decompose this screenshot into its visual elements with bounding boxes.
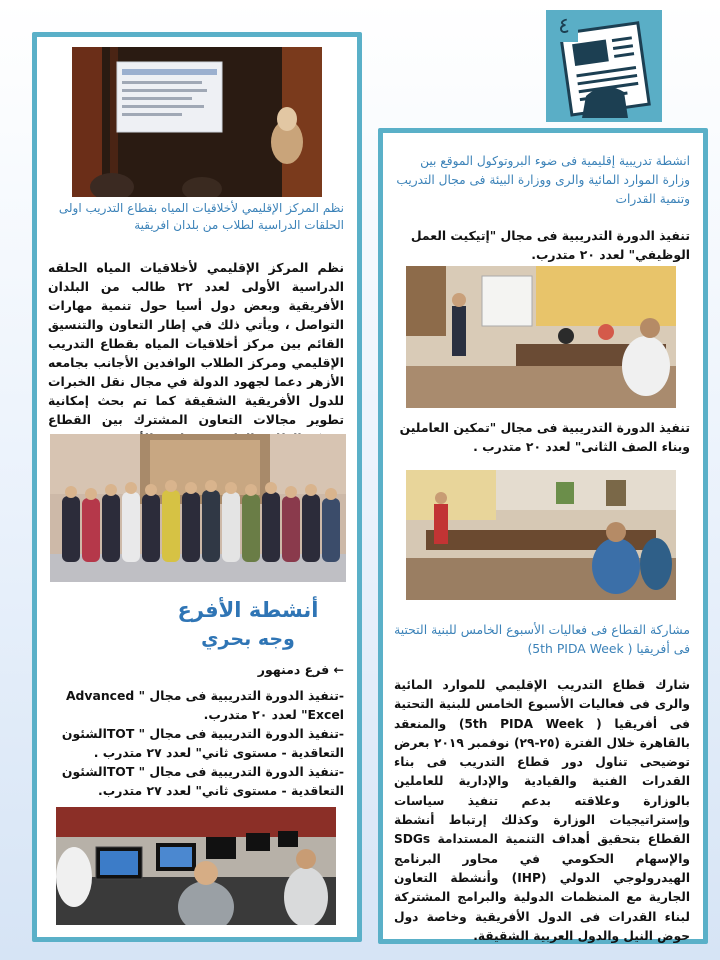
intro-text: انشطة تدريبية إقليمية فى ضوء البروتوكول الموقع بين وزارة الموارد المائية والرى ووزارة البيئة فى مجال التدريب وتنمية القدرات (396, 154, 690, 206)
group-photo (50, 434, 346, 582)
page-number: ٤ (558, 14, 570, 39)
branch-item-2: -تنفيذ الدورة التدريبية فى مجال " TOTالشئون التعاقدية - مستوى ثاني" لعدد ٢٧ متدرب . (61, 726, 344, 760)
course-2-text: تنفيذ الدورة التدريبية فى مجال "تمكين العاملين وبناء الصف الثانى" لعدد ٢٠ متدرب . (399, 420, 690, 454)
lecture-photo (72, 47, 322, 197)
region-heading: وجه بحري (201, 628, 295, 650)
training-room-photo-1 (406, 266, 676, 408)
branch-item-3: -تنفيذ الدورة التدريبية فى مجال " TOTالشئون التعاقدية - مستوى ثاني" لعدد ٢٧ متدرب. (61, 764, 344, 798)
pida-heading: مشاركة القطاع فى فعاليات الأسبوع الخامس للبنية التحتية فى أفريقيا ( 5th PIDA Week) (394, 622, 690, 656)
training-room-photo-2 (406, 470, 676, 600)
computer-lab-photo (56, 807, 336, 925)
newspaper-icon (546, 10, 662, 122)
caption-water-ethics: نظم المركز الإقليمي لأخلاقيات المياه بقطاع التدريب اولى الحلقات الدراسية لطلاب من بلدان افريقية (58, 201, 344, 232)
paragraph-water-ethics: نظم المركز الإقليمي لأخلاقيات المياه الحلقه الدراسية الأولى لعدد ٢٢ طالب من البلدان الأفريقية وبعض دول أسيا حول تنمية مهارات التواصل ، ويأتي ذلك في إطار التعاون والتنسيق القائم بين مركز أخلاقيات المياه بقطاع التدريب الإقليمي ومركز الطلاب الوافدين الأجانب بجامعه الأزهر دعما لجهود الدولة في مجال نقل الخبرات للدول الأفريقية الشقيقة كما تم بحث إمكانية تطوير مجالات التعاون المشترك بين القطاع (48, 260, 344, 427)
course-1-text: تنفيذ الدورة التدريبية فى مجال "إتيكيت العمل الوظيفي" لعدد ٢٠ متدرب. (410, 228, 690, 262)
branch-label: ← فرع دمنهور (257, 662, 344, 677)
branches-heading: أنشطة الأفرع (177, 598, 319, 622)
branch-item-1: -تنفيذ الدورة التدريبية فى مجال " Advanced Excel" لعدد ٢٠ متدرب. (65, 688, 344, 722)
pida-paragraph: شارك قطاع التدريب الإقليمي للموارد المائية والرى فى فعاليات الأسبوع الخامس للبنية التحتية فى أفريقيا ( 5th PIDA Week) والمنعقد بالقاهرة خلال الفترة (٢٥-٢٩) نوفمبر ٢٠١٩ بعرض توضيحى تناول دور قطاع التدريب فى بناء القدرات الفنية والقيادية والإدارية للعاملين بالوزارة وعلاقته بدعم تنفيذ سياسات وإستراتيجيات الوزارة وكذلك إرتباط أنشطة القطاع بتحقيق أهداف التنمية المستدامة SDGs والإسهام الحكومي في محاور البرنامج الهيدرولوجي الدولي (IHP) وأنشطة التعاون الجارية مع المنظمات الدولية والبرامج المشتركة لبناء القدرات فى الدول الأفريقية وخاصة دول حوض النيل والدول العربية الشقيقة. (394, 678, 690, 943)
